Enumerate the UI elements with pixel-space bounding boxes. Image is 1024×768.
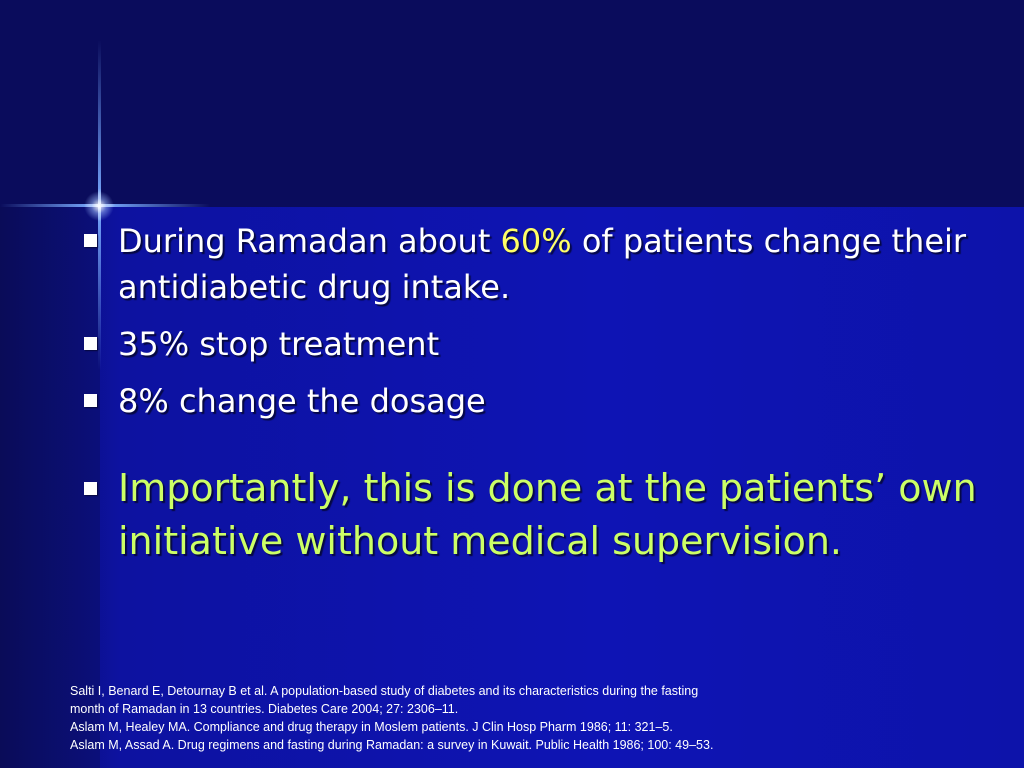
reference-line: month of Ramadan in 13 countries. Diabetes Care 2004; 27: 2306–11. <box>70 702 459 716</box>
bullet-text: 8% change the dosage <box>118 382 486 420</box>
bullet-item-importantly <box>80 462 980 568</box>
bullet-text: 35% stop treatment <box>118 325 440 363</box>
reference-line: Aslam M, Assad A. Drug regimens and fasting during Ramadan: a survey in Kuwait. Public Health 1986; 100: 49–53. <box>70 738 714 752</box>
bullet-text-before: During Ramadan about <box>118 222 501 260</box>
bullet-list <box>80 218 980 568</box>
bullet-square-icon <box>84 394 97 407</box>
bullet-square-icon <box>84 337 97 350</box>
bullet-square-icon <box>84 234 97 247</box>
slide-header-band <box>0 0 1024 207</box>
reference-line: Salti I, Benard E, Detournay B et al. A population-based study of diabetes and its characteristics during the fasting <box>70 684 699 698</box>
bullet-square-icon <box>84 482 97 495</box>
bullet-text: Importantly, this is done at the patients’ own initiative without medical supervision. <box>118 466 977 563</box>
bullet-text-after: of patients change their antidiabetic drug intake. <box>118 222 967 306</box>
light-flare-icon <box>84 191 114 221</box>
references-block <box>70 682 970 754</box>
reference-line: Aslam M, Healey MA. Compliance and drug therapy in Moslem patients. J Clin Hosp Pharm 1986; 11: 321–5. <box>70 720 673 734</box>
bullet-item-stop-treatment <box>80 321 980 367</box>
bullet-item-change-dosage <box>80 378 980 424</box>
bullet-item-drug-change <box>80 218 980 310</box>
bullet-highlight-percent: 60% <box>500 222 572 260</box>
